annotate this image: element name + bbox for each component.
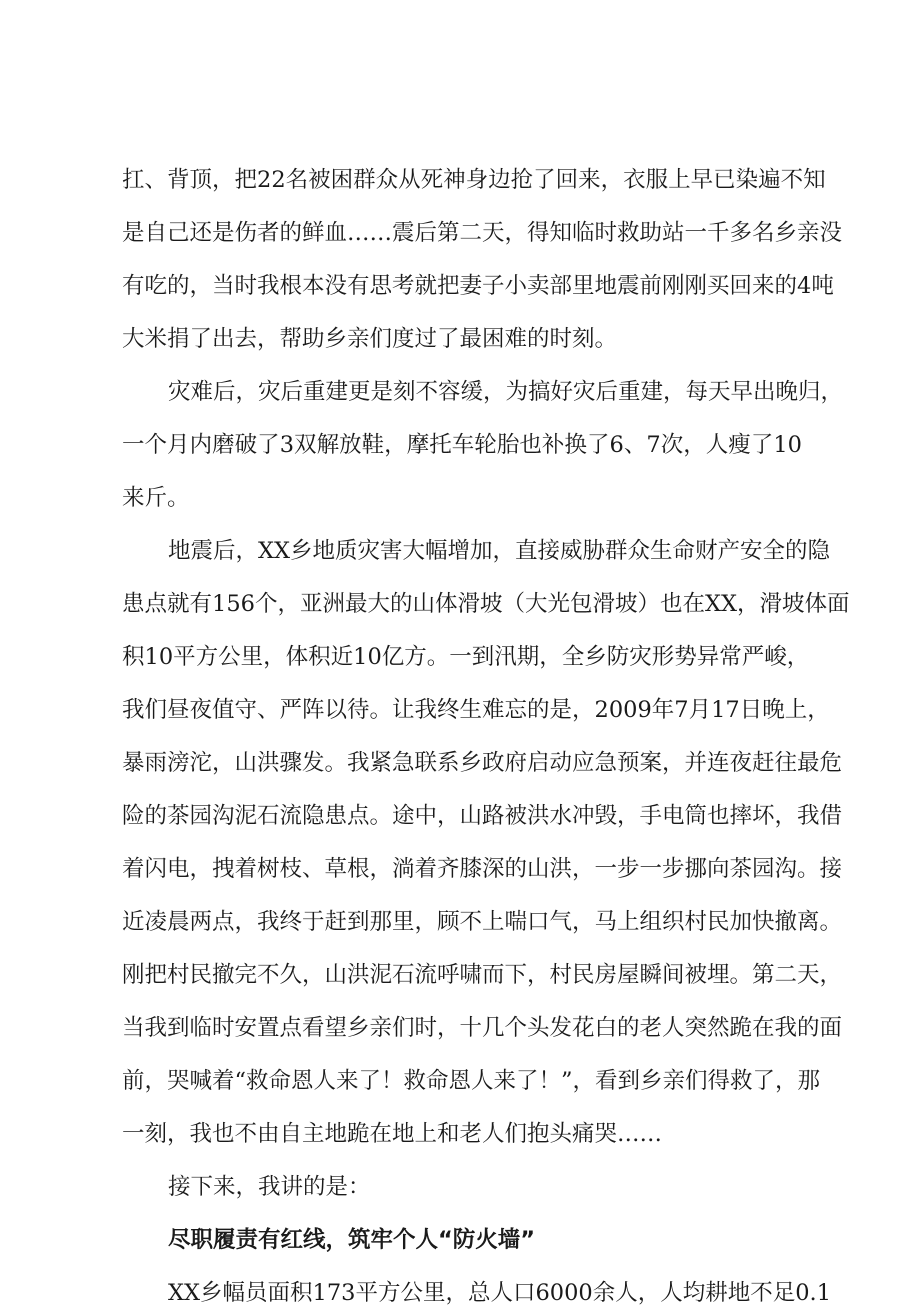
paragraph-line: 一刻，我也不由自主地跪在地上和老人们抱头痛哭…… [122,1121,663,1147]
paragraph-line: 接下来，我讲的是： [168,1174,371,1200]
paragraph-line: 扛、背顶，把22名被困群众从死神身边抢了回来，衣服上早已染遍不知 [122,167,826,193]
paragraph-line: 前，哭喊着“救命恩人来了！救命恩人来了！”，看到乡亲们得救了，那 [122,1068,821,1094]
paragraph-line: 来斤。 [122,485,190,511]
paragraph-line: 患点就有156个，亚洲最大的山体滑坡（大光包滑坡）也在XX，滑坡体面 [122,591,850,617]
paragraph-line: 有吃的，当时我根本没有思考就把妻子小卖部里地震前刚刚买回来的4吨 [122,273,834,299]
paragraph-line: 近凌晨两点，我终于赶到那里，顾不上喘口气，马上组织村民加快撤离。 [122,909,843,935]
paragraph-line: 刚把村民撤完不久，山洪泥石流呼啸而下，村民房屋瞬间被埋。第二天， [122,962,843,988]
paragraph-line: 是自己还是伤者的鲜血……震后第二天，得知临时救助站一千多名乡亲没 [122,220,843,246]
section-heading: 尽职履责有红线，筑牢个人“防火墙” [168,1227,536,1253]
paragraph-line: 当我到临时安置点看望乡亲们时，十几个头发花白的老人突然跪在我的面 [122,1015,843,1041]
paragraph-line: 一个月内磨破了3双解放鞋，摩托车轮胎也补换了6、7次，人瘦了10 [122,432,802,458]
paragraph-line: 大米捐了出去，帮助乡亲们度过了最困难的时刻。 [122,326,618,352]
paragraph-line: 地震后，XX乡地质灾害大幅增加，直接威胁群众生命财产安全的隐 [168,538,831,564]
paragraph-line: 着闪电，拽着树枝、草根，淌着齐膝深的山洪，一步一步挪向茶园沟。接 [122,856,843,882]
paragraph-line: 我们昼夜值守、严阵以待。让我终生难忘的是，2009年7月17日晚上， [122,697,830,723]
paragraph-line: 积10平方公里，体积近10亿方。一到汛期，全乡防灾形势异常严峻， [122,644,810,670]
paragraph-line: 暴雨滂沱，山洪骤发。我紧急联系乡政府启动应急预案，并连夜赶往最危 [122,750,843,776]
paragraph-line: XX乡幅员面积173平方公里，总人口6000余人，人均耕地不足0.1 [168,1280,832,1306]
paragraph-line: 灾难后，灾后重建更是刻不容缓，为搞好灾后重建，每天早出晚归， [168,379,844,405]
paragraph-line: 险的茶园沟泥石流隐患点。途中，山路被洪水冲毁，手电筒也摔坏，我借 [122,803,843,829]
